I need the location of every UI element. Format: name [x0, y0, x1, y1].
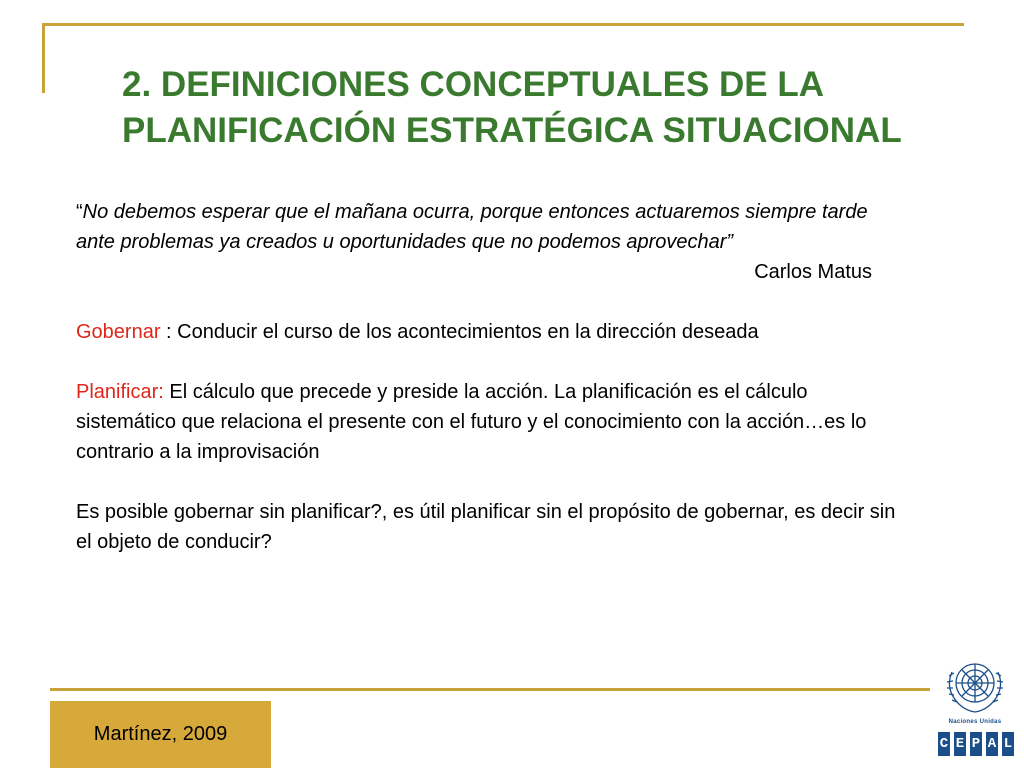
cepal-letter: C — [938, 732, 950, 756]
cepal-letter: L — [1002, 732, 1014, 756]
cepal-letter: A — [986, 732, 998, 756]
citation-box — [50, 701, 271, 768]
bottom-decorative-line — [50, 688, 930, 691]
un-emblem-icon — [938, 652, 1012, 718]
title-line-1: 2. DEFINICIONES CONCEPTUALES DE LA — [122, 65, 825, 104]
cepal-letter: E — [954, 732, 966, 756]
quote-open-mark: “ — [76, 201, 83, 223]
title-line-2: PLANIFICACIÓN ESTRATÉGICA SITUACIONAL — [122, 111, 902, 150]
gobernar-text: : Conducir el curso de los acontecimientos en la dirección deseada — [160, 321, 759, 343]
cepal-logo — [930, 650, 1020, 765]
slide-body — [76, 197, 896, 557]
quote-author: Carlos Matus — [754, 261, 872, 283]
gobernar-definition — [76, 317, 896, 347]
gobernar-term: Gobernar — [76, 321, 161, 343]
slide-title — [122, 62, 1012, 154]
planificar-definition — [76, 377, 896, 467]
planificar-text: El cálculo que precede y preside la acción. La planificación es el cálculo sistemático que relaciona el presente con el futuro y el conocimiento con la acción…es lo contrario a la improvisación — [76, 381, 867, 463]
top-decorative-line — [42, 23, 964, 26]
un-label: Naciones Unidas — [948, 719, 1002, 725]
cepal-wordmark — [938, 732, 1014, 756]
citation-text: Martínez, 2009 — [93, 723, 228, 745]
quote-paragraph — [76, 197, 896, 257]
cepal-letter: P — [970, 732, 982, 756]
quote-text: No debemos esperar que el mañana ocurra, porque entonces actuaremos siempre tarde ante problemas ya creados u oportunidades que no podemos aprovechar” — [76, 201, 868, 253]
closing-question: Es posible gobernar sin planificar?, es útil planificar sin el propósito de gobernar, es decir sin el objeto de conducir? — [76, 501, 896, 553]
planificar-term: Planificar: — [76, 381, 164, 403]
left-decorative-line — [42, 23, 45, 93]
